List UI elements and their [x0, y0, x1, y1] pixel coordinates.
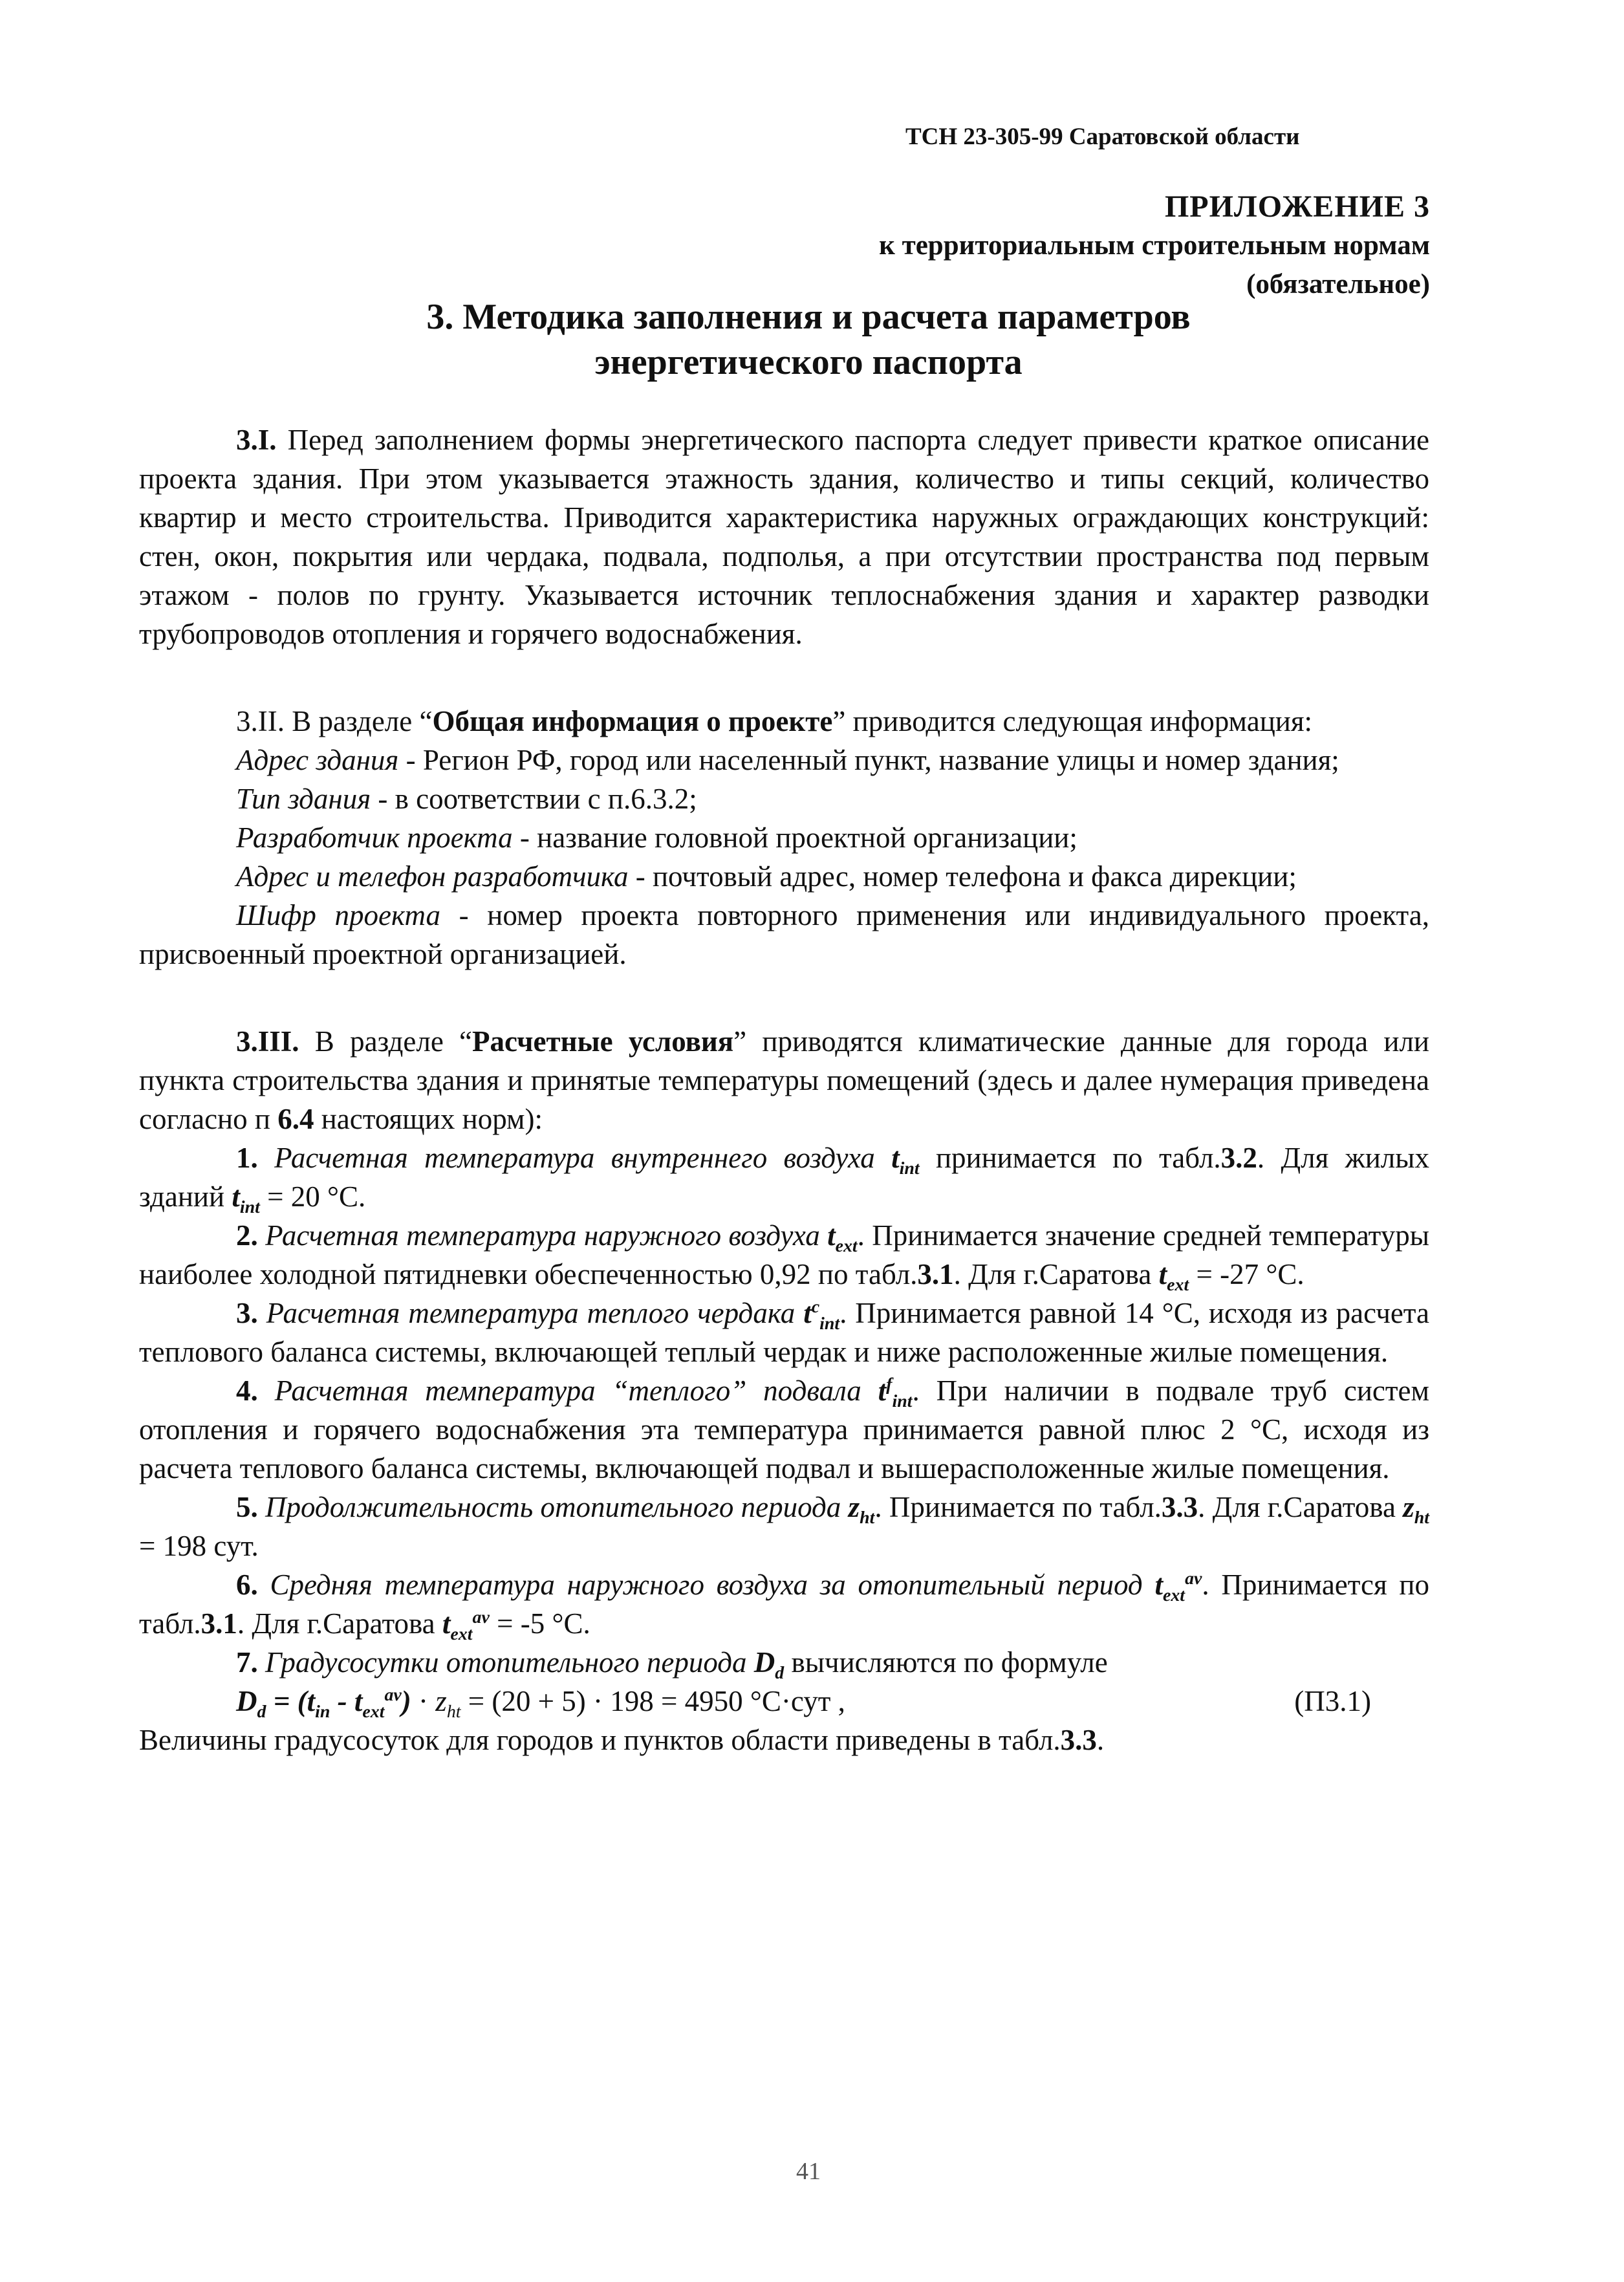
closing-paragraph: Величины градусосуток для городов и пунктов области приведены в табл.3.3. [139, 1724, 1105, 1756]
list-item: 5. Продолжительность отопительного периода $z_{ht}$. Принимается по табл.3.3. Для г.Саратова $z_{ht} = 198$ сут. [139, 1491, 1429, 1562]
list-item: Адрес здания - Регион РФ, город или населенный пункт, название улицы и номер здания; [236, 744, 1339, 776]
document-body [139, 420, 1429, 1759]
section-number: 3.III. [236, 1025, 299, 1058]
section-3-3: 3.III. В разделе “Расчетные условия” приводятся климатические данные для города или пункта строительства здания и принятые температуры помещений (здесь и далее нумерация приведена согласно п 6.4 настоящих норм): [139, 1025, 1430, 1135]
list-item: Разработчик проекта - название головной проектной организации; [236, 821, 1077, 854]
list-item: 2. Расчетная температура наружного воздуха $t_{ext}$. Принимается значение средней температуры наиболее холодной пятидневки обеспеченностью 0,92 по табл.3.1. Для г.Саратова $t_{ext} = -27$ °С. [139, 1219, 1429, 1295]
formula-label: (П3.1) [1294, 1685, 1371, 1717]
section-number: 3.II. [236, 705, 285, 737]
section-name: Общая информация о проекте [432, 705, 833, 737]
section-3-2: 3.II. В разделе “Общая информация о проекте” приводится следующая информация: [236, 705, 1313, 737]
title-line-2: энергетического паспорта [594, 342, 1023, 382]
list-item: Тип здания - в соответствии с п.6.3.2; [236, 783, 697, 815]
list-item: 1. Расчетная температура внутреннего воздуха $t_{int}$ принимается по табл.3.2. Для жилых зданий $t_{int} = 20$ °С. [139, 1142, 1429, 1217]
item-term: Шифр проекта [236, 899, 440, 931]
appendix-number: ПРИЛОЖЕНИЕ 3 [1164, 190, 1430, 224]
formula-p3-1 [139, 1682, 1429, 1721]
list-item: 3. Расчетная температура теплого чердака $t^c_{int}$. Принимается равной 14 °С, исходя из расчета теплового баланса системы, включающей теплый чердак и ниже расположенные жилые помещения. [139, 1297, 1429, 1368]
list-item: 7. Градусосутки отопительного периода $D_d$ вычисляются по формуле [236, 1646, 1108, 1683]
formula-expression: $D_d = (t_{in} - t_{ext}^{av}) \cdot z_{ht} = (20 + 5) \cdot 198 = 4950$ °С·сут , [236, 1685, 845, 1722]
list-item: 6. Средняя температура наружного воздуха за отопительный период $t_{ext}^{av}$. Принимается по табл.3.1. Для г.Саратова $t_{ext}^{av} = -5$ °С. [139, 1569, 1429, 1644]
list-item: 4. Расчетная температура “теплого” подвала $t^f_{int}$. При наличии в подвале труб систем отопления и горячего водоснабжения эта температура принимается равной плюс 2 °С, исходя из расчета теплового баланса системы, включающей подвал и вышерасположенные жилые помещения. [139, 1375, 1430, 1484]
section-number: 3.I. [236, 424, 277, 456]
list-item: Шифр проекта - номер проекта повторного применения или индивидуального проекта, присвоенный проектной организацией. [139, 899, 1429, 970]
item-term: Адрес здания [236, 744, 399, 776]
item-term: Тип здания [236, 783, 371, 815]
appendix-subtitle: к территориальным строительным нормам [879, 230, 1430, 261]
page-title [259, 294, 1358, 385]
item-term: Разработчик проекта [236, 821, 513, 854]
paragraph-text: Перед заполнением формы энергетического паспорта следует привести краткое описание проекта здания. При этом указывается этажность здания, количество и типы секций, количество квартир и место строительства. Приводится характеристика наружных ограждающих конструкций: стен, окон, покрытия или чердака, подвала, подполья, а при отсутствии пространства под первым этажом - полов по грунту. Указывается источник теплоснабжения здания и характер разводки трубопроводов отопления и горячего водоснабжения. [139, 424, 1429, 650]
page-number: 41 [796, 2158, 821, 2185]
item-term: Адрес и телефон разработчика [236, 860, 629, 893]
section-name: Расчетные условия [472, 1025, 734, 1058]
section-3-1 [139, 420, 1429, 653]
appendix-block [589, 188, 1430, 304]
list-item: Адрес и телефон разработчика - почтовый адрес, номер телефона и факса дирекции; [236, 860, 1297, 893]
title-line-1: 3. Методика заполнения и расчета параметров [426, 297, 1191, 337]
appendix-status: (обязательное) [1246, 269, 1430, 299]
document-code-header: ТСН 23-305-99 Саратовской области [905, 124, 1300, 150]
